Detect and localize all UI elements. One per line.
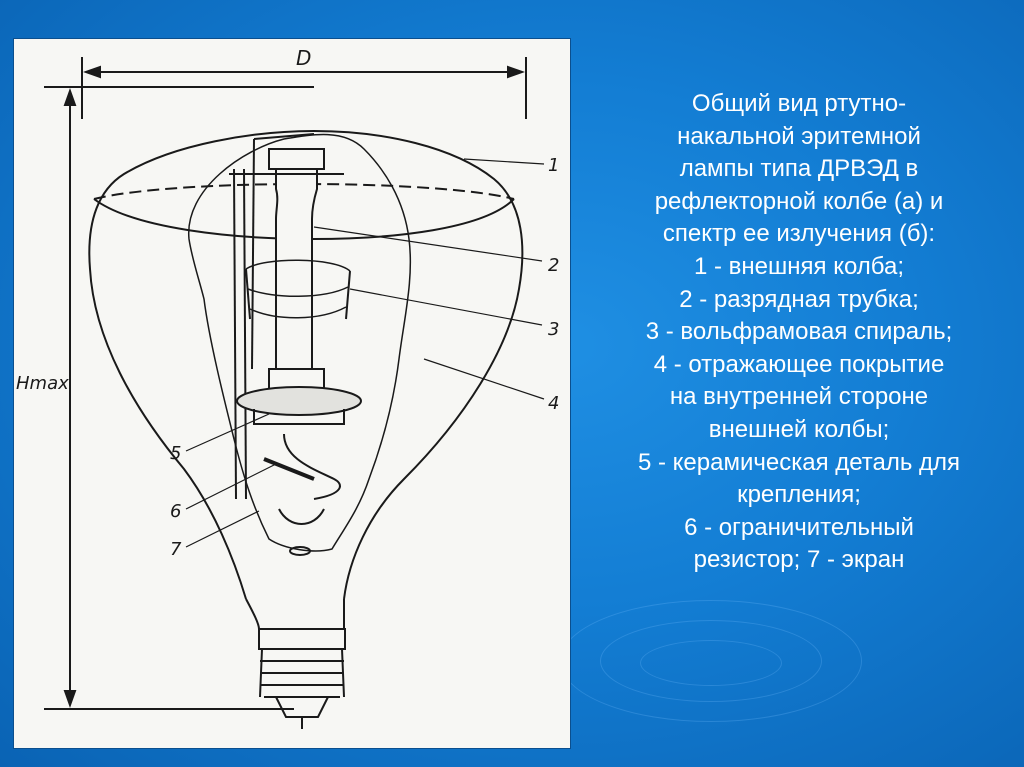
leader-4 [424, 359, 544, 399]
leader-2 [314, 227, 542, 261]
arrow-top [65, 91, 75, 105]
caption-item: 5 - керамическая деталь для [637, 448, 961, 476]
caption-item: внешней колбы; [708, 415, 890, 443]
bulb-neck [246, 599, 344, 629]
caption-title-line: лампы типа ДРВЭД в [679, 155, 919, 183]
slide-caption [590, 88, 1008, 577]
leader-6 [186, 464, 276, 509]
caption-title-line: рефлекторной колбе (а) и [654, 187, 944, 215]
callout-2: 2 [548, 255, 560, 276]
caption-item: 3 - вольфрамовая спираль; [645, 318, 953, 346]
background-ripple [640, 640, 782, 686]
caption-title-line: накальной эритемной [677, 122, 921, 150]
leader-1 [464, 159, 544, 164]
screw-base [260, 649, 344, 697]
callout-3: 3 [548, 319, 560, 340]
spiral-support-left [246, 269, 250, 319]
caption-title-line: Общий вид ртутно- [691, 90, 907, 117]
callout-4: 4 [548, 393, 560, 414]
lamp-diagram-panel [13, 38, 571, 749]
stem [279, 509, 324, 524]
spiral-support-right [346, 271, 350, 319]
leader-5 [186, 414, 269, 451]
lamp-diagram [14, 39, 570, 748]
caption-item: резистор; 7 - экран [693, 546, 905, 574]
callout-6: 6 [170, 501, 182, 522]
tube-cap [269, 149, 324, 169]
arrow-left [86, 67, 100, 77]
arrow-right [508, 67, 522, 77]
callout-1: 1 [548, 155, 560, 176]
label-hmax: Hmax [16, 373, 69, 394]
callout-5: 5 [170, 443, 182, 464]
lead-wire [284, 434, 340, 499]
caption-item: 6 - ограничительный [684, 513, 914, 541]
arrow-bottom [65, 691, 75, 705]
caption-item: крепления; [737, 481, 861, 509]
caption-item: на внутренней стороне [669, 383, 929, 411]
base-collar [259, 629, 345, 649]
ceramic-holder [237, 387, 361, 415]
support-rod [234, 169, 236, 499]
caption-title-line: спектр ее излучения (б): [662, 220, 936, 248]
caption-item: 4 - отражающее покрытие [653, 350, 945, 378]
label-d: D [296, 46, 312, 70]
support-rod [244, 169, 246, 499]
limiting-resistor [264, 459, 314, 479]
leader-3 [350, 289, 542, 325]
leader-7 [186, 511, 259, 547]
discharge-tube [276, 169, 317, 369]
base-contact [276, 697, 328, 717]
caption-item: 2 - разрядная трубка; [679, 285, 919, 313]
caption-item: 1 - внешняя колба; [694, 252, 904, 280]
callout-7: 7 [170, 539, 182, 560]
